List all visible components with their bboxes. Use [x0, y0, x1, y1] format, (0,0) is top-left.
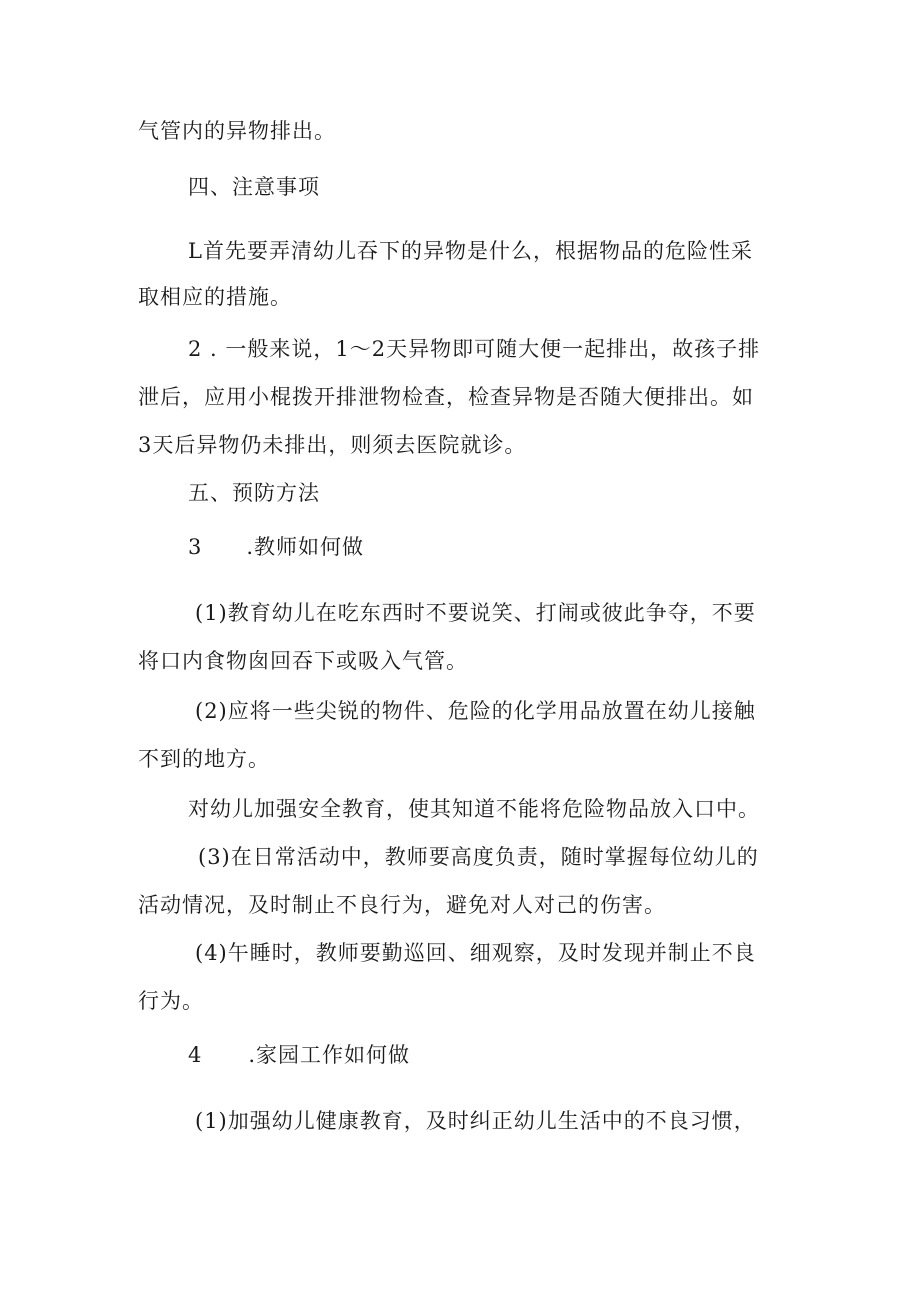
text-line-12: (2)应将一些尖锐的物件、危险的化学用品放置在幼儿接触 — [195, 699, 756, 723]
numbered-heading-3 — [188, 532, 364, 562]
text-line-7: 3天后异物仍未排出，则须去医院就诊。 — [138, 433, 527, 457]
text-line-15: (3)在日常活动中，教师要高度负责，随时掌握每位幼儿的 — [198, 845, 759, 869]
section-heading-4: 四、注意事项 — [188, 175, 320, 199]
section-heading-5: 五、预防方法 — [188, 481, 320, 505]
text-line-21: (1)加强幼儿健康教育，及时纠正幼儿生活中的不良习惯， — [195, 1109, 756, 1133]
text-line-17: (4)午睡时，教师要勤巡回、细观察，及时发现并制止不良 — [195, 941, 756, 965]
heading-title: .家园工作如何做 — [248, 1043, 411, 1067]
text-line-14: 对幼儿加强安全教育，使其知道不能将危险物品放入口中。 — [188, 797, 760, 821]
text-line-18: 行为。 — [138, 989, 204, 1013]
text-line-16: 活动情况，及时制止不良行为，避免对人对己的伤害。 — [138, 893, 666, 917]
heading-number: 3 — [188, 535, 203, 559]
text-line-3: L首先要弄清幼儿吞下的异物是什么，根据物品的危险性采 — [188, 239, 753, 263]
text-line-1: 气管内的异物排出。 — [138, 119, 336, 143]
numbered-heading-4 — [188, 1040, 410, 1070]
text-line-13: 不到的地方。 — [138, 747, 270, 771]
text-line-4: 取相应的措施。 — [138, 285, 292, 309]
text-line-11: 将口内食物囱回吞下或吸入气管。 — [138, 649, 468, 673]
heading-number: 4 — [188, 1043, 203, 1067]
text-line-5: 2 . 一般来说，1～2天异物即可随大便一起排出，故孩子排 — [188, 337, 761, 361]
heading-title: .教师如何做 — [246, 535, 365, 559]
text-line-6: 泄后，应用小棍拨开排泄物检查，检查异物是否随大便排出。如 — [138, 385, 754, 409]
text-line-10: (1)教育幼儿在吃东西时不要说笑、打闹或彼此争夺，不要 — [195, 601, 756, 625]
